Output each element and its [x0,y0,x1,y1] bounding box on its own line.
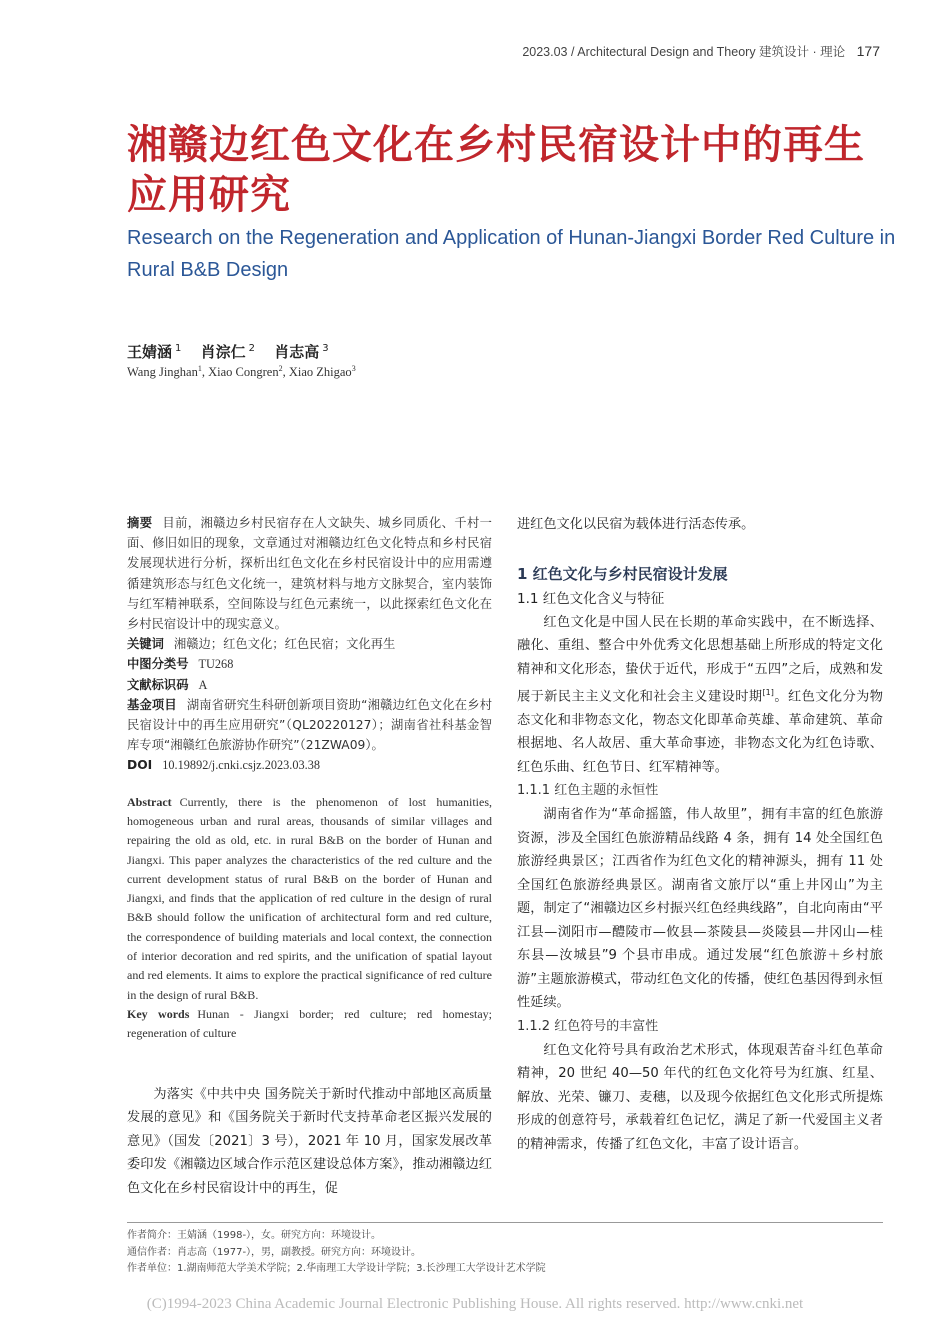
abstract-en-label: Abstract [127,794,172,809]
author-affiliation-mark: 1 [197,364,202,373]
subsubsection-heading: 1.1.2 红色符号的丰富性 [517,1018,659,1034]
author-separator: , [282,365,289,380]
body-paragraph [517,611,883,780]
running-title: 2023.03 / Architectural Design and Theory 建筑设计 · 理论 [522,45,846,59]
abstract-en [127,793,492,1005]
footnotes [127,1222,883,1278]
section-heading: 1 红色文化与乡村民宿设计发展 [517,564,728,583]
body-paragraph: 湖南省作为“革命摇篮，伟人故里”，拥有丰富的红色旅游资源，涉及全国红色旅游精品线路 4 条，拥有 14 处全国红色旅游经典景区；江西省作为红色文化的精神源头，拥有 11 处全国红色旅游经典景区。湖南省文旅厅以“重上井冈山”为主题，制定了“湘赣边区乡村振兴红色经典线路”，自北向南由“平江县—浏阳市—醴陵市—攸县—茶陵县—炎陵县—井冈山—桂东县—汝城县”9 个县市串成。通过发展“红色旅游＋乡村旅游”主题旅游模式，带动红色文化的传播，使红色基因得到永恒性延续。 [517,807,883,1011]
doi-value: 10.19892/j.cnki.csjz.2023.03.38 [162,758,321,773]
left-column [127,513,492,1200]
subsection-heading: 1.1 红色文化含义与特征 [517,590,665,607]
fund-label: 基金项目 [127,697,177,712]
author-affiliation-mark: 3 [351,364,356,373]
author-affiliation-mark: 2 [248,343,256,354]
document-code-value: A [198,677,208,692]
author-name-en: Wang Jinghan [127,365,198,380]
author-name: 肖淙仁 [200,343,246,361]
keywords-en-text: Hunan - Jiangxi border; red culture; red homestay; regeneration of culture [127,1006,492,1041]
document-code-label: 文献标识码 [127,677,189,692]
author-affiliation-mark: 1 [175,343,182,354]
author-affiliation-mark: 2 [278,364,283,373]
right-column [517,513,883,1156]
intro-paragraph: 为落实《中共中央 国务院关于新时代推动中部地区高质量发展的意见》和《国务院关于新时代支持革命老区振兴发展的意见》（国发〔2021〕3 号），2021 年 10 月，国家发展改革委印发《湘赣边区域合作示范区建设总体方案》，推动湘赣边红色文化在乡村民宿设计中的再生，促 [127,1086,492,1196]
body-paragraph: 红色文化符号具有政治艺术形式，体现艰苦奋斗红色革命精神，20 世纪 40—50 年代的红色文化符号为红旗、红星、解放、光荣、镰刀、麦穗，以及现今依据红色文化形式所提炼形成的创意符号，承载着红色记忆，满足了新一代爱国主义者的精神需求，传播了红色文化，丰富了设计语言。 [517,1042,883,1152]
citation-ref[interactable]: [1] [762,688,774,697]
paper-title: 湘赣边红色文化在乡村民宿设计中的再生应用研究 [127,122,865,218]
intro-continuation: 进红色文化以民宿为载体进行活态传承。 [517,517,755,532]
fund-text: 湖南省研究生科研创新项目资助“湘赣边红色文化在乡村民宿设计中的再生应用研究”（QL20220127）；湖南省社科基金智库专项“湘赣红色旅游协作研究”（21ZWA09）。 [127,697,492,753]
author-name: 肖志高 [274,343,320,361]
footnote-affiliations: 作者单位：1.湖南师范大学美术学院；2.华南理工大学设计学院；3.长沙理工大学设计艺术学院 [127,1263,546,1274]
copyright-watermark: (C)1994-2023 China Academic Journal Electronic Publishing House. All rights reserved. http://www.cnki.net [146,1296,804,1312]
keywords-en-label: Key words [127,1006,190,1021]
author-affiliation-mark: 3 [322,343,329,354]
subsubsection-heading: 1.1.1 红色主题的永恒性 [517,783,659,799]
paragraph-text: 。红色文化分为物态文化和非物态文化，物态文化即革命英雄、革命建筑、革命根据地、名人故居、重大革命事迹，非物态文化为红色诗歌、红色乐曲、红色节日、红军精神等。 [517,689,883,775]
author-name-en: Xiao Congren [208,365,279,380]
doi-label: DOI [127,758,153,773]
page-number: 177 [856,43,880,59]
author-list-english [127,364,356,380]
running-header [522,42,880,60]
abstract-cn-text: 目前，湘赣边乡村民宿存在人文缺失、城乡同质化、千村一面、修旧如旧的现象，文章通过对湘赣边红色文化特点和乡村民宿发展现状进行分析，探析出红色文化在乡村民宿设计中的应用需遵循建筑形态与红色文化统一，建筑材料与地方文脉契合，室内装饰与红军精神联系，空间陈设与红色元素统一，以此探索红色文化在乡村民宿设计中的现实意义。 [127,516,492,632]
abstract-cn [127,513,492,634]
author-list [127,341,343,362]
clc-value: TU268 [198,657,234,672]
clc-label: 中图分类号 [127,657,189,672]
footnote-corresponding-author: 通信作者：肖志高（1977-），男，副教授。研究方向：环境设计。 [127,1246,422,1258]
abstract-en-text: Currently, there is the phenomenon of lost humanities, homogeneous urban and rural areas, thousands of similar villages and repairing the old as old, etc. in rural B&B on the border of Hunan and Jiangxi. This paper analyzes the characteristics of the red culture and the current development status of rural B&B on the border of Hunan and Jiangxi, and finds that the application of red culture in the design of rural B&B should follow the unification of architectural form and red culture, the correspondence of building materials and local context, the connection of interior decoration and red spirits, and the unification of spatial layout and red elements. It aims to explore the practical significance of red culture in the design of rural B&B. [127,794,492,1002]
author-name-en: Xiao Zhigao [288,365,352,380]
author-name: 王婧涵 [127,343,173,361]
keywords-en [127,1005,492,1044]
keywords-cn-text: 湘赣边；红色文化；红色民宿；文化再生 [173,637,396,652]
author-separator: , [201,365,209,380]
keywords-cn [127,634,492,654]
document-code [127,675,492,695]
footnote-author-bio: 作者简介：王婧涵（1998-），女。研究方向：环境设计。 [127,1230,382,1241]
fund-project [127,695,492,756]
abstract-cn-label: 摘要 [127,516,153,530]
clc-number [127,654,492,674]
keywords-cn-label: 关键词 [127,637,164,652]
paper-english-title: Research on the Regeneration and Application of Hunan-Jiangxi Border Red Culture in Rural B&B Design [127,227,896,281]
paragraph-text: 红色文化是中国人民在长期的革命实践中，在不断选择、融化、重组、整合中外优秀文化思想基础上所形成的特定文化精神和文化形态，蛰伏于近代，形成于“五四”之后，成熟和发展于新民主主义文化和社会主义建设时期 [517,614,883,705]
doi [127,755,492,775]
